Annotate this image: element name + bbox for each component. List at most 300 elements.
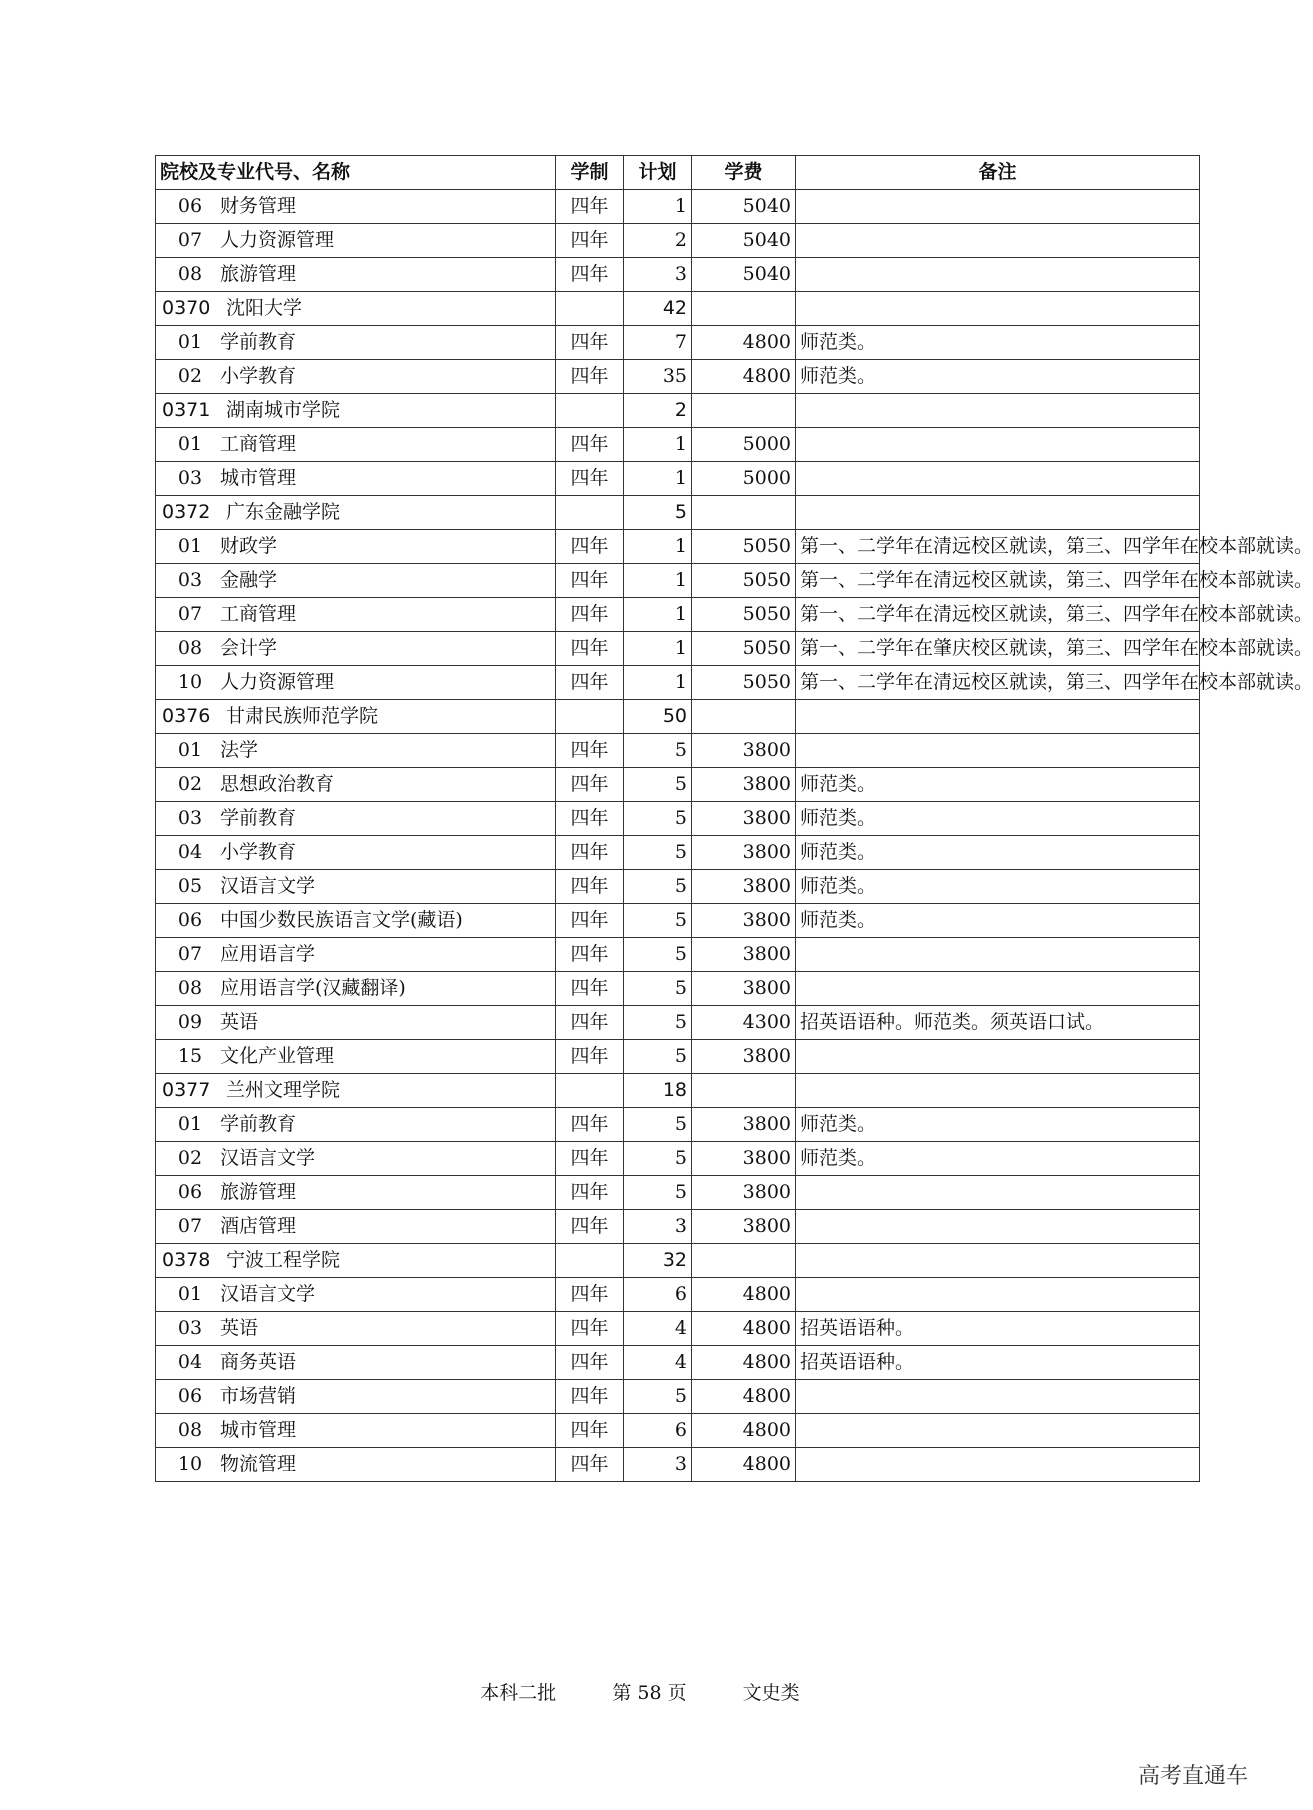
- major-plan: 1: [624, 666, 692, 700]
- major-row: [156, 1278, 1200, 1312]
- school-duration-cell: [556, 496, 624, 530]
- watermark-text: 高考直通车: [1137, 1764, 1248, 1789]
- major-duration: 四年: [556, 1142, 624, 1176]
- school-name: 甘肃民族师范学院: [226, 705, 379, 728]
- major-fee: 3800: [692, 1176, 796, 1210]
- major-duration: 四年: [556, 530, 624, 564]
- major-row: [156, 1312, 1200, 1346]
- major-duration: 四年: [556, 1380, 624, 1414]
- school-fee-cell: [692, 394, 796, 428]
- school-remark-cell: [796, 496, 1200, 530]
- school-duration-cell: [556, 1244, 624, 1278]
- major-name: 财务管理: [220, 195, 297, 218]
- major-remark: [796, 1278, 1200, 1312]
- major-remark: 第一、二学年在肇庆校区就读，第三、四学年在校本部就读。: [796, 632, 1200, 666]
- major-duration: 四年: [556, 938, 624, 972]
- major-name-cell: [156, 1312, 556, 1346]
- major-row: [156, 972, 1200, 1006]
- major-name: 工商管理: [220, 603, 297, 626]
- major-plan: 5: [624, 836, 692, 870]
- school-code: 0378: [162, 1249, 211, 1272]
- major-code: 08: [177, 977, 203, 1000]
- major-duration: 四年: [556, 598, 624, 632]
- major-remark: [796, 462, 1200, 496]
- major-code: 03: [177, 807, 203, 830]
- major-plan: 5: [624, 1380, 692, 1414]
- header-remark: 备注: [796, 156, 1200, 190]
- major-duration: 四年: [556, 836, 624, 870]
- major-name-cell: [156, 666, 556, 700]
- major-duration: 四年: [556, 1176, 624, 1210]
- major-name-cell: [156, 1414, 556, 1448]
- major-name-cell: [156, 1380, 556, 1414]
- major-duration: 四年: [556, 428, 624, 462]
- school-name-cell: [156, 496, 556, 530]
- major-row: [156, 768, 1200, 802]
- school-name: 广东金融学院: [226, 501, 341, 524]
- major-duration: 四年: [556, 1006, 624, 1040]
- major-row: [156, 360, 1200, 394]
- major-name-cell: [156, 598, 556, 632]
- major-remark: 招英语语种。: [796, 1312, 1200, 1346]
- major-name: 学前教育: [220, 1113, 297, 1136]
- major-remark: [796, 190, 1200, 224]
- major-row: [156, 530, 1200, 564]
- major-name-cell: [156, 224, 556, 258]
- major-name: 汉语言文学: [220, 1283, 316, 1306]
- major-code: 08: [177, 637, 203, 660]
- school-duration-cell: [556, 394, 624, 428]
- footer-page-number: 第 58 页: [612, 1682, 687, 1704]
- table-header-row: [156, 156, 1200, 190]
- major-name-cell: [156, 462, 556, 496]
- major-plan: 1: [624, 564, 692, 598]
- major-row: [156, 802, 1200, 836]
- school-plan-total: 2: [624, 394, 692, 428]
- major-fee: 3800: [692, 768, 796, 802]
- admission-plan-table: [155, 155, 1313, 1482]
- school-fee-cell: [692, 292, 796, 326]
- major-name-cell: [156, 904, 556, 938]
- header-plan: 计划: [624, 156, 692, 190]
- major-row: [156, 462, 1200, 496]
- major-duration: 四年: [556, 1108, 624, 1142]
- major-plan: 5: [624, 972, 692, 1006]
- major-duration: 四年: [556, 904, 624, 938]
- major-name: 英语: [220, 1317, 259, 1340]
- major-name: 酒店管理: [220, 1215, 297, 1238]
- major-duration: 四年: [556, 1040, 624, 1074]
- school-plan-total: 32: [624, 1244, 692, 1278]
- major-code: 01: [177, 535, 203, 558]
- major-name: 物流管理: [220, 1453, 297, 1476]
- major-row: [156, 190, 1200, 224]
- major-name-cell: [156, 802, 556, 836]
- major-code: 06: [177, 195, 203, 218]
- major-code: 01: [177, 739, 203, 762]
- major-plan: 7: [624, 326, 692, 360]
- major-name: 金融学: [220, 569, 278, 592]
- major-remark: [796, 938, 1200, 972]
- major-code: 07: [177, 1215, 203, 1238]
- major-fee: 4800: [692, 1346, 796, 1380]
- major-code: 03: [177, 467, 203, 490]
- major-name: 英语: [220, 1011, 259, 1034]
- major-name-cell: [156, 1448, 556, 1482]
- major-name: 法学: [220, 739, 259, 762]
- school-remark-cell: [796, 700, 1200, 734]
- school-name: 湖南城市学院: [226, 399, 341, 422]
- major-remark: 师范类。: [796, 802, 1200, 836]
- major-plan: 1: [624, 428, 692, 462]
- major-fee: 5040: [692, 190, 796, 224]
- major-duration: 四年: [556, 258, 624, 292]
- major-row: [156, 870, 1200, 904]
- major-plan: 6: [624, 1278, 692, 1312]
- school-name: 沈阳大学: [226, 297, 303, 320]
- major-remark: 师范类。: [796, 1108, 1200, 1142]
- major-name: 应用语言学: [220, 943, 316, 966]
- major-plan: 3: [624, 1448, 692, 1482]
- major-fee: 4800: [692, 1414, 796, 1448]
- major-name: 汉语言文学: [220, 1147, 316, 1170]
- school-plan-total: 50: [624, 700, 692, 734]
- school-name-cell: [156, 292, 556, 326]
- header-fee: 学费: [692, 156, 796, 190]
- major-remark: 第一、二学年在清远校区就读，第三、四学年在校本部就读。: [796, 564, 1200, 598]
- major-name: 市场营销: [220, 1385, 297, 1408]
- major-duration: 四年: [556, 1210, 624, 1244]
- major-name: 工商管理: [220, 433, 297, 456]
- major-remark: [796, 1176, 1200, 1210]
- major-remark: 第一、二学年在清远校区就读，第三、四学年在校本部就读。: [796, 666, 1200, 700]
- major-row: [156, 938, 1200, 972]
- major-duration: 四年: [556, 462, 624, 496]
- major-name: 思想政治教育: [220, 773, 335, 796]
- major-code: 08: [177, 1419, 203, 1442]
- school-row: [156, 394, 1200, 428]
- major-row: [156, 734, 1200, 768]
- major-remark: 师范类。: [796, 1142, 1200, 1176]
- major-remark: [796, 1040, 1200, 1074]
- major-fee: 4800: [692, 326, 796, 360]
- major-row: [156, 904, 1200, 938]
- school-code: 0370: [162, 297, 211, 320]
- major-duration: 四年: [556, 666, 624, 700]
- major-name-cell: [156, 1006, 556, 1040]
- major-name-cell: [156, 564, 556, 598]
- major-code: 03: [177, 569, 203, 592]
- major-remark: 师范类。: [796, 904, 1200, 938]
- major-plan: 6: [624, 1414, 692, 1448]
- major-row: [156, 1210, 1200, 1244]
- school-duration-cell: [556, 292, 624, 326]
- major-plan: 3: [624, 258, 692, 292]
- major-plan: 5: [624, 802, 692, 836]
- major-name-cell: [156, 428, 556, 462]
- school-remark-cell: [796, 1074, 1200, 1108]
- school-name: 兰州文理学院: [226, 1079, 341, 1102]
- major-remark: 招英语语种。师范类。须英语口试。: [796, 1006, 1200, 1040]
- major-duration: 四年: [556, 768, 624, 802]
- major-name-cell: [156, 326, 556, 360]
- major-name: 人力资源管理: [220, 671, 335, 694]
- major-name: 中国少数民族语言文学(藏语): [220, 909, 463, 932]
- major-remark: 师范类。: [796, 360, 1200, 394]
- school-remark-cell: [796, 394, 1200, 428]
- major-fee: 3800: [692, 1210, 796, 1244]
- school-fee-cell: [692, 700, 796, 734]
- major-duration: 四年: [556, 190, 624, 224]
- school-row: [156, 700, 1200, 734]
- major-remark: 第一、二学年在清远校区就读，第三、四学年在校本部就读。: [796, 598, 1200, 632]
- major-row: [156, 564, 1200, 598]
- major-plan: 5: [624, 768, 692, 802]
- major-fee: 4800: [692, 360, 796, 394]
- school-fee-cell: [692, 496, 796, 530]
- major-duration: 四年: [556, 564, 624, 598]
- school-fee-cell: [692, 1244, 796, 1278]
- school-duration-cell: [556, 700, 624, 734]
- major-row: [156, 1414, 1200, 1448]
- major-name: 文化产业管理: [220, 1045, 335, 1068]
- major-row: [156, 258, 1200, 292]
- major-fee: 4800: [692, 1448, 796, 1482]
- major-name-cell: [156, 1176, 556, 1210]
- major-plan: 3: [624, 1210, 692, 1244]
- major-name-cell: [156, 190, 556, 224]
- major-name: 城市管理: [220, 467, 297, 490]
- major-duration: 四年: [556, 734, 624, 768]
- major-code: 02: [177, 773, 203, 796]
- major-fee: 5050: [692, 598, 796, 632]
- major-plan: 5: [624, 1006, 692, 1040]
- major-plan: 35: [624, 360, 692, 394]
- major-row: [156, 1346, 1200, 1380]
- school-row: [156, 1244, 1200, 1278]
- header-duration: 学制: [556, 156, 624, 190]
- header-name: 院校及专业代号、名称: [156, 156, 556, 190]
- major-name-cell: [156, 1278, 556, 1312]
- major-row: [156, 1006, 1200, 1040]
- major-name-cell: [156, 734, 556, 768]
- major-code: 03: [177, 1317, 203, 1340]
- major-name-cell: [156, 1040, 556, 1074]
- major-remark: [796, 1210, 1200, 1244]
- major-name-cell: [156, 530, 556, 564]
- major-remark: [796, 224, 1200, 258]
- major-remark: [796, 1380, 1200, 1414]
- major-fee: 3800: [692, 938, 796, 972]
- major-row: [156, 1142, 1200, 1176]
- major-plan: 1: [624, 598, 692, 632]
- major-code: 04: [177, 1351, 203, 1374]
- major-plan: 4: [624, 1312, 692, 1346]
- major-code: 06: [177, 909, 203, 932]
- school-remark-cell: [796, 292, 1200, 326]
- major-plan: 5: [624, 870, 692, 904]
- major-duration: 四年: [556, 802, 624, 836]
- major-remark: 招英语语种。: [796, 1346, 1200, 1380]
- school-remark-cell: [796, 1244, 1200, 1278]
- major-remark: 第一、二学年在清远校区就读，第三、四学年在校本部就读。: [796, 530, 1200, 564]
- major-code: 15: [177, 1045, 203, 1068]
- major-name-cell: [156, 836, 556, 870]
- major-name: 人力资源管理: [220, 229, 335, 252]
- major-code: 01: [177, 433, 203, 456]
- school-code: 0371: [162, 399, 211, 422]
- major-remark: [796, 1448, 1200, 1482]
- major-row: [156, 598, 1200, 632]
- major-duration: 四年: [556, 360, 624, 394]
- major-name-cell: [156, 768, 556, 802]
- major-duration: 四年: [556, 1312, 624, 1346]
- major-row: [156, 666, 1200, 700]
- major-plan: 5: [624, 734, 692, 768]
- major-row: [156, 224, 1200, 258]
- major-plan: 2: [624, 224, 692, 258]
- school-plan-total: 5: [624, 496, 692, 530]
- major-code: 10: [177, 1453, 203, 1476]
- major-row: [156, 632, 1200, 666]
- major-name: 财政学: [220, 535, 278, 558]
- major-fee: 4800: [692, 1278, 796, 1312]
- school-name-cell: [156, 700, 556, 734]
- major-plan: 5: [624, 1176, 692, 1210]
- school-duration-cell: [556, 1074, 624, 1108]
- major-fee: 3800: [692, 972, 796, 1006]
- school-code: 0376: [162, 705, 211, 728]
- major-code: 02: [177, 1147, 203, 1170]
- major-name-cell: [156, 1108, 556, 1142]
- major-row: [156, 428, 1200, 462]
- major-fee: 3800: [692, 802, 796, 836]
- school-fee-cell: [692, 1074, 796, 1108]
- major-fee: 3800: [692, 870, 796, 904]
- major-row: [156, 1448, 1200, 1482]
- major-name: 小学教育: [220, 841, 297, 864]
- major-name: 旅游管理: [220, 1181, 297, 1204]
- major-code: 06: [177, 1385, 203, 1408]
- major-code: 01: [177, 1283, 203, 1306]
- major-duration: 四年: [556, 326, 624, 360]
- major-fee: 3800: [692, 734, 796, 768]
- major-fee: 3800: [692, 1108, 796, 1142]
- major-plan: 5: [624, 1142, 692, 1176]
- major-fee: 5050: [692, 666, 796, 700]
- major-duration: 四年: [556, 870, 624, 904]
- school-code: 0372: [162, 501, 211, 524]
- major-row: [156, 326, 1200, 360]
- major-row: [156, 1380, 1200, 1414]
- major-name: 应用语言学(汉藏翻译): [220, 977, 406, 1000]
- major-remark: [796, 258, 1200, 292]
- major-fee: 4800: [692, 1312, 796, 1346]
- major-fee: 3800: [692, 1040, 796, 1074]
- school-name-cell: [156, 394, 556, 428]
- major-remark: 师范类。: [796, 768, 1200, 802]
- major-remark: 师范类。: [796, 326, 1200, 360]
- major-duration: 四年: [556, 1414, 624, 1448]
- school-row: [156, 1074, 1200, 1108]
- major-fee: 5000: [692, 428, 796, 462]
- major-fee: 5050: [692, 564, 796, 598]
- school-plan-total: 18: [624, 1074, 692, 1108]
- major-fee: 4800: [692, 1380, 796, 1414]
- major-code: 04: [177, 841, 203, 864]
- major-name-cell: [156, 632, 556, 666]
- school-name-cell: [156, 1244, 556, 1278]
- major-plan: 1: [624, 462, 692, 496]
- major-name-cell: [156, 1142, 556, 1176]
- major-plan: 1: [624, 190, 692, 224]
- major-duration: 四年: [556, 632, 624, 666]
- major-code: 07: [177, 229, 203, 252]
- school-plan-total: 42: [624, 292, 692, 326]
- major-code: 10: [177, 671, 203, 694]
- school-row: [156, 292, 1200, 326]
- major-row: [156, 1108, 1200, 1142]
- major-duration: 四年: [556, 224, 624, 258]
- school-row: [156, 496, 1200, 530]
- major-remark: 师范类。: [796, 870, 1200, 904]
- major-remark: [796, 1414, 1200, 1448]
- major-row: [156, 1176, 1200, 1210]
- major-duration: 四年: [556, 1278, 624, 1312]
- major-fee: 5040: [692, 224, 796, 258]
- school-name-cell: [156, 1074, 556, 1108]
- table-body: [156, 190, 1313, 1482]
- major-row: [156, 836, 1200, 870]
- major-plan: 5: [624, 1040, 692, 1074]
- major-name-cell: [156, 870, 556, 904]
- major-fee: 5000: [692, 462, 796, 496]
- major-name: 会计学: [220, 637, 278, 660]
- major-name-cell: [156, 938, 556, 972]
- major-remark: 师范类。: [796, 836, 1200, 870]
- major-name-cell: [156, 1210, 556, 1244]
- school-code: 0377: [162, 1079, 211, 1102]
- major-plan: 5: [624, 938, 692, 972]
- major-fee: 5040: [692, 258, 796, 292]
- major-plan: 4: [624, 1346, 692, 1380]
- major-name: 商务英语: [220, 1351, 297, 1374]
- major-fee: 4300: [692, 1006, 796, 1040]
- major-code: 07: [177, 603, 203, 626]
- major-remark: [796, 972, 1200, 1006]
- major-code: 07: [177, 943, 203, 966]
- major-plan: 1: [624, 530, 692, 564]
- major-name: 旅游管理: [220, 263, 297, 286]
- major-duration: 四年: [556, 1448, 624, 1482]
- major-fee: 3800: [692, 836, 796, 870]
- major-plan: 5: [624, 904, 692, 938]
- major-remark: [796, 428, 1200, 462]
- school-name: 宁波工程学院: [226, 1249, 341, 1272]
- major-name: 城市管理: [220, 1419, 297, 1442]
- major-name: 小学教育: [220, 365, 297, 388]
- major-remark: [796, 734, 1200, 768]
- major-name-cell: [156, 258, 556, 292]
- major-plan: 1: [624, 632, 692, 666]
- major-duration: 四年: [556, 1346, 624, 1380]
- major-code: 06: [177, 1181, 203, 1204]
- major-row: [156, 1040, 1200, 1074]
- major-code: 08: [177, 263, 203, 286]
- major-fee: 5050: [692, 530, 796, 564]
- major-name-cell: [156, 972, 556, 1006]
- major-name-cell: [156, 1346, 556, 1380]
